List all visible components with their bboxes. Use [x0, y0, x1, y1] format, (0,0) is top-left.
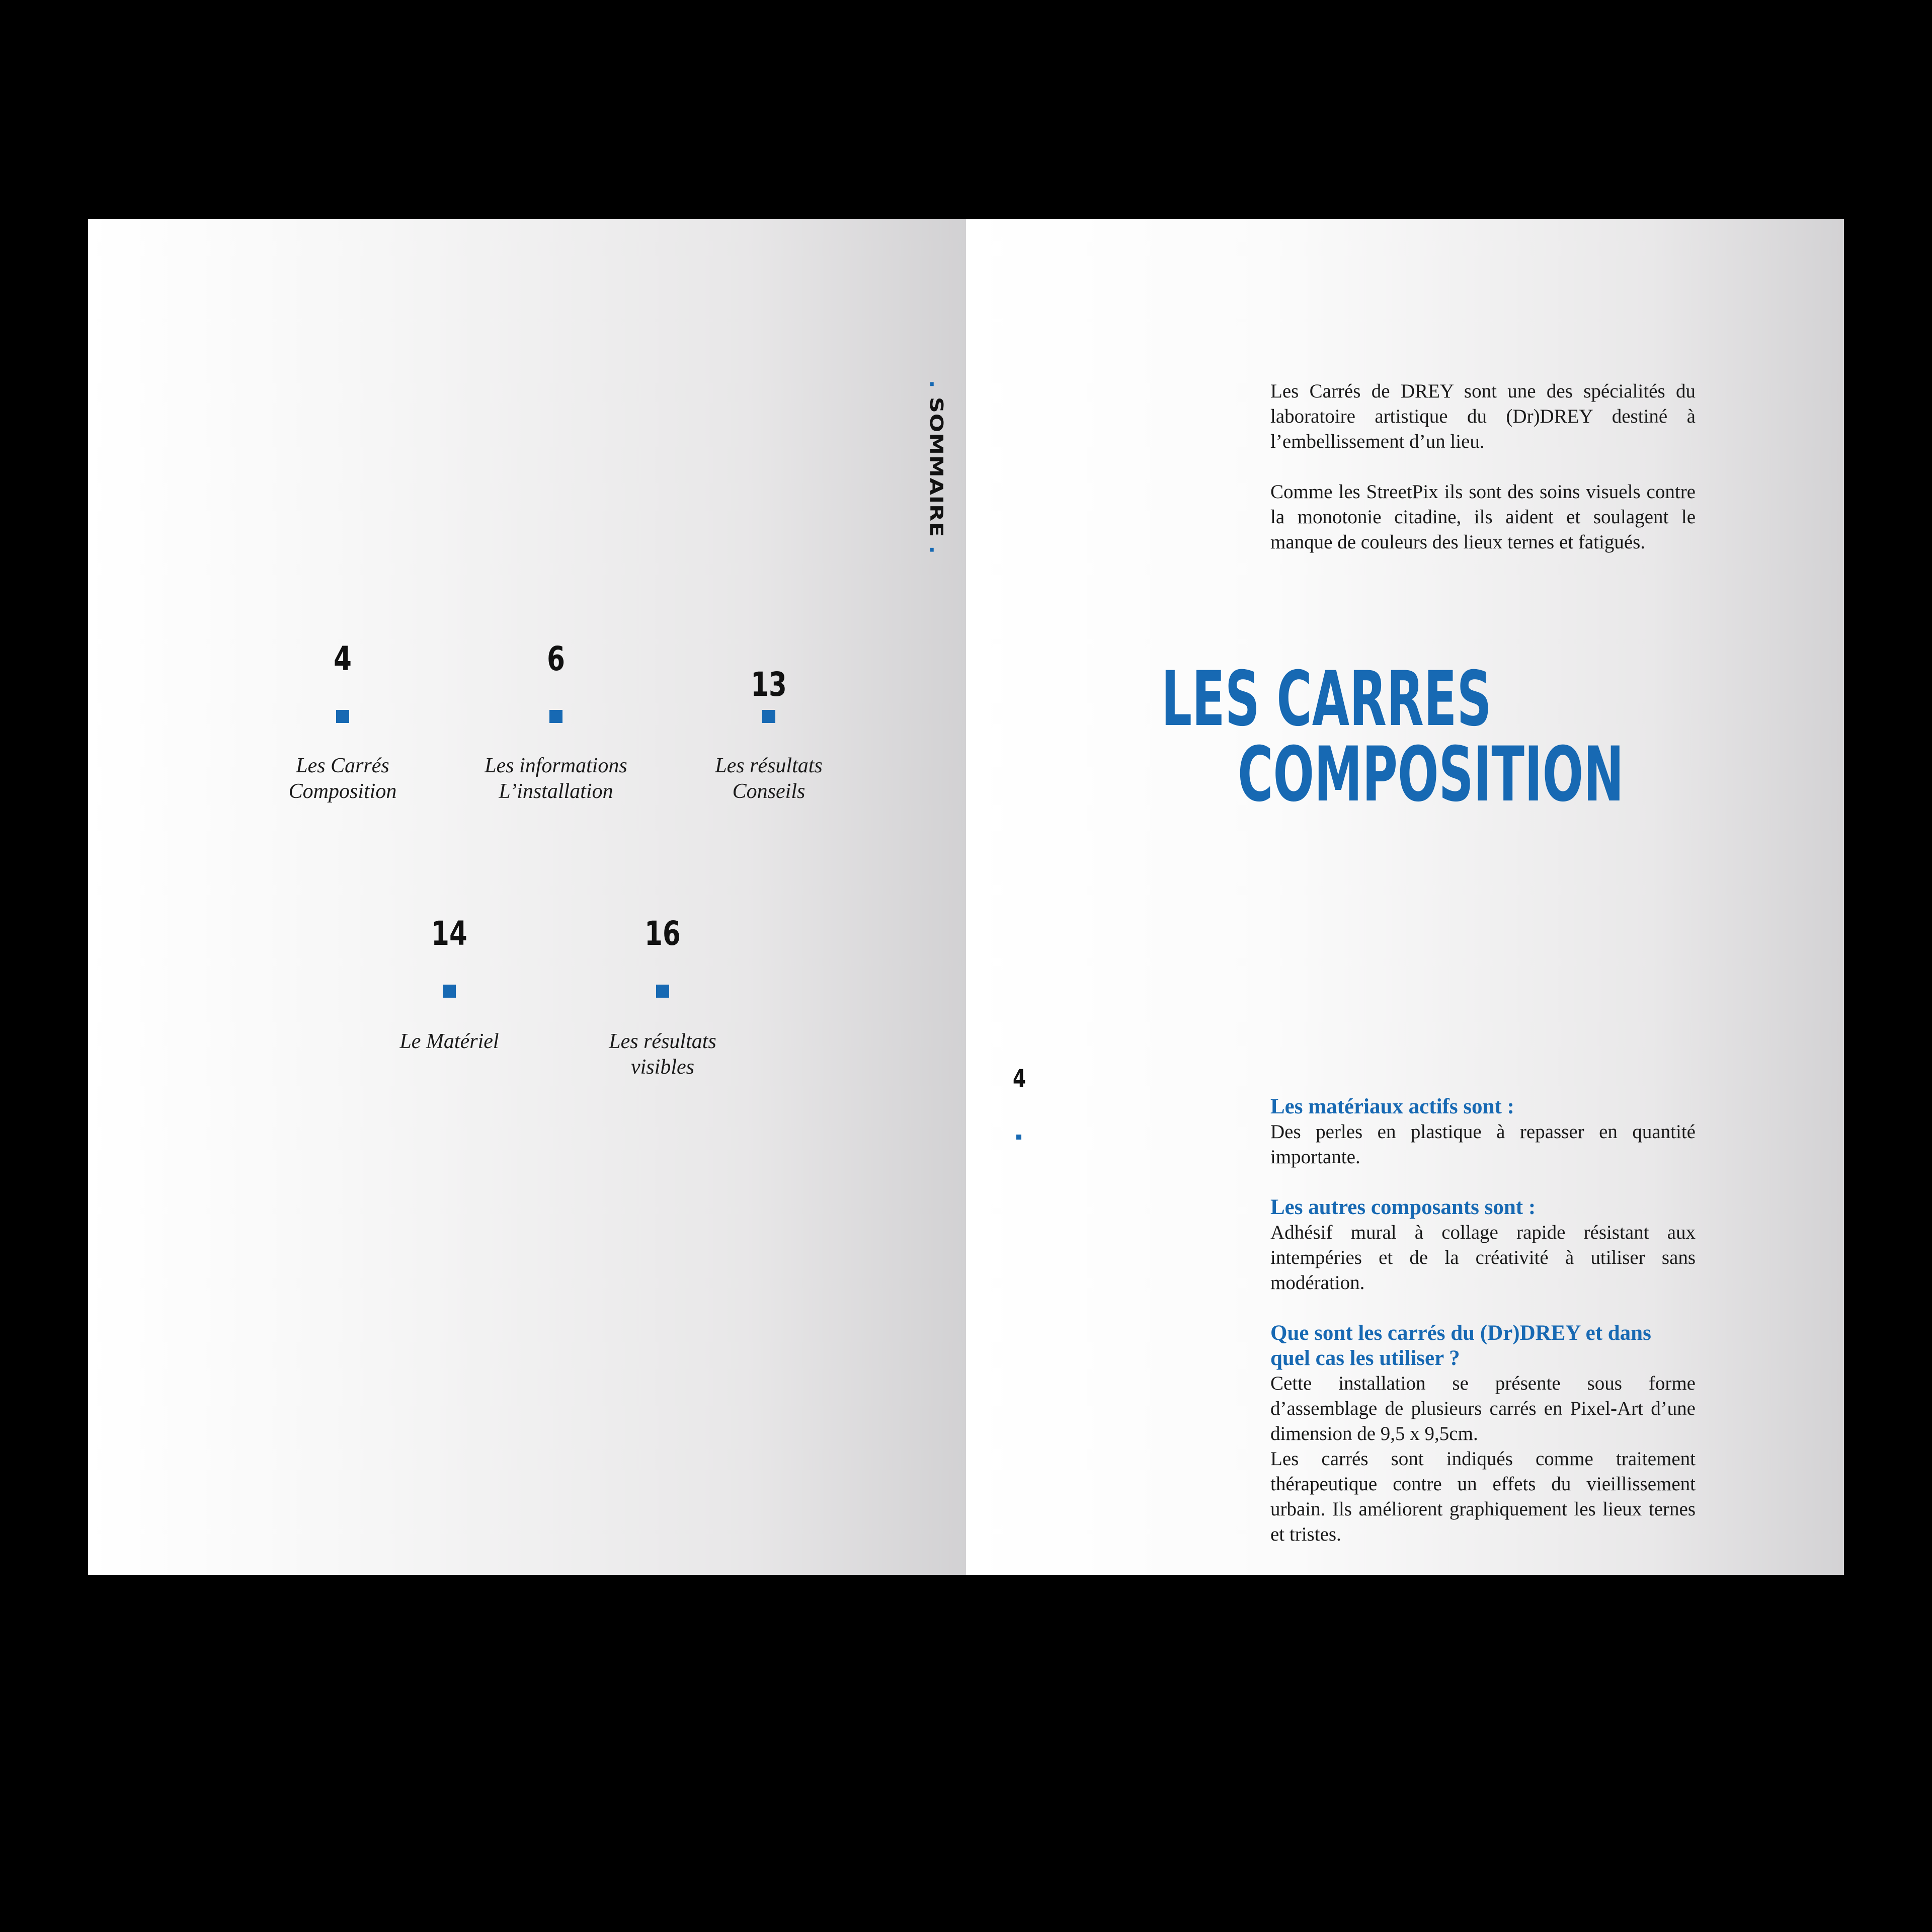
toc-label	[237, 753, 448, 804]
intro-paragraph: Les Carrés de DREY sont une des spécialités du laboratoire artistique du (Dr)DREY destiné à l’embellissement d’un lieu.	[1270, 380, 1696, 452]
toc-item-le-materiel[interactable]	[344, 914, 555, 1053]
toc-page-number: 6	[547, 639, 565, 678]
section-heading: Les autres composants sont :	[1270, 1195, 1536, 1219]
sommaire-dot-after: .	[926, 545, 946, 555]
page-number-dot	[1016, 1135, 1021, 1140]
section-text: Les carrés sont indiqués comme traitement thérapeutique contre un effets du vieillissement urbain. Ils améliorent graphiquement les lieux ternes et tristes.	[1270, 1448, 1696, 1545]
composition-body	[1270, 1094, 1696, 1547]
section-text: Des perles en plastique à repasser en quantité importante.	[1270, 1121, 1696, 1168]
toc-label-line1: Le Matériel	[399, 1030, 499, 1053]
toc-label	[344, 1029, 555, 1055]
sommaire-dot-before: .	[926, 380, 946, 389]
toc-label-line2: Composition	[288, 780, 397, 803]
toc-item-les-informations[interactable]	[450, 639, 662, 803]
toc-item-les-resultats-conseils[interactable]	[663, 665, 874, 803]
title-line1: LES CARRES	[1161, 656, 1492, 743]
toc-item-les-carres[interactable]	[237, 639, 448, 803]
toc-square-marker	[762, 710, 775, 723]
sommaire-heading	[926, 380, 946, 554]
toc-label-line1: Les résultats	[715, 754, 823, 777]
toc-page-number: 4	[334, 639, 352, 678]
toc-label-line2: L’installation	[499, 780, 613, 803]
section-heading: Les matériaux actifs sont :	[1270, 1095, 1514, 1118]
title-line2: COMPOSITION	[1238, 731, 1624, 819]
section-heading: Que sont les carrés du (Dr)DREY et dans quel cas les utiliser ?	[1270, 1321, 1651, 1370]
right-page	[966, 219, 1844, 1575]
toc-label	[450, 753, 662, 804]
toc-square-marker	[656, 985, 669, 998]
toc-label	[663, 753, 874, 804]
toc-label-line1: Les informations	[485, 754, 627, 777]
toc-square-marker	[443, 985, 456, 998]
toc-page-number: 13	[751, 665, 787, 704]
section-text: Cette installation se présente sous forme d’assemblage de plusieurs carrés en Pixel-Art d’une dimension de 9,5 x 9,5cm.	[1270, 1373, 1696, 1444]
toc-label-line1: Les Carrés	[296, 754, 389, 777]
left-page	[88, 219, 966, 1575]
toc-square-marker	[549, 710, 562, 723]
section-text: Adhésif mural à collage rapide résistant aux intempéries et de la créativité à utiliser sans modération.	[1270, 1222, 1696, 1294]
page-number: 4	[1013, 1065, 1026, 1093]
toc-label-line2: Conseils	[732, 780, 806, 803]
toc-label	[557, 1029, 768, 1080]
toc-page-number: 14	[431, 914, 467, 953]
sommaire-label: SOMMAIRE	[926, 397, 946, 538]
intro-text	[1270, 379, 1696, 580]
toc-label-line1: Les résultats	[609, 1030, 716, 1053]
toc-square-marker	[336, 710, 349, 723]
toc-label-line2: visibles	[631, 1056, 694, 1079]
toc-page-number: 16	[645, 914, 681, 953]
toc-item-les-resultats-visibles[interactable]	[557, 914, 768, 1079]
intro-paragraph: Comme les StreetPix ils sont des soins visuels contre la monotonie citadine, ils aident et soulagent le manque de couleurs des lieux ternes et fatigués.	[1270, 481, 1696, 553]
